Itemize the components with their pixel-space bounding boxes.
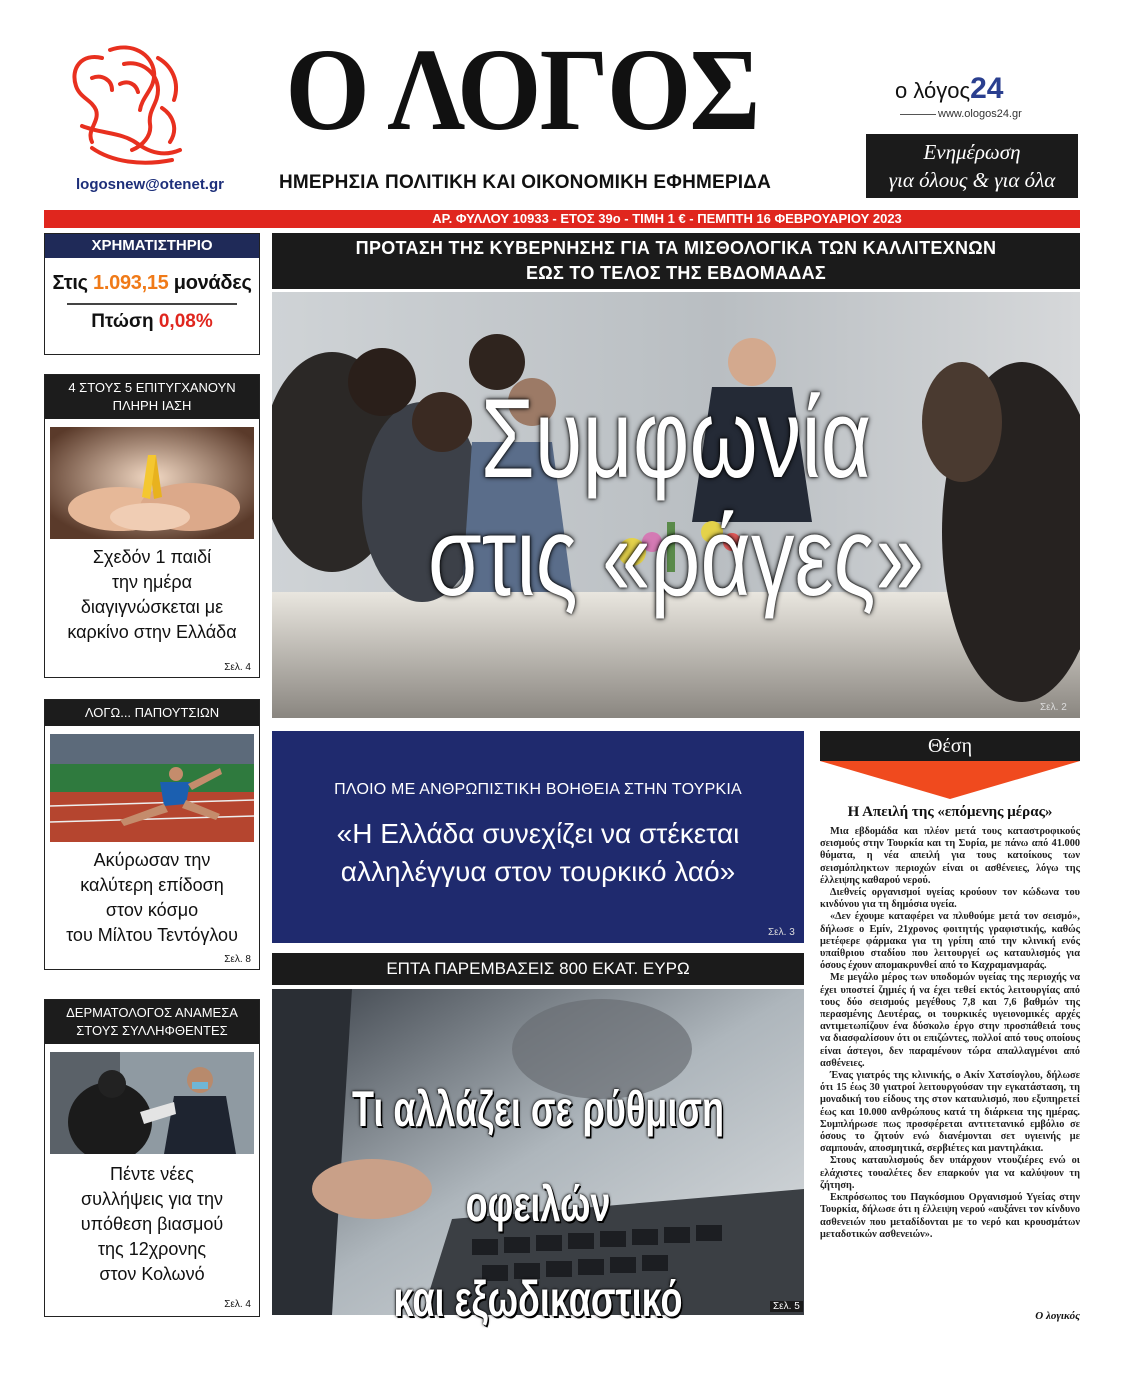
opinion-paragraph: Με μεγάλο μέρος των υποδομών υγείας της περιοχής να έχει υποστεί ζημιές ή να έχει τεθεί εκτός λειτουργίας από τους δύο σεισμούς μεγέθους 7,8 και 7,6 βαθμών της περασμένης Δευτέρας, οι τουρκικές υγειονομικές αρχές αντιμετωπίζουν ένα δύσκολο έργο στην προσπάθειά τους να διασφαλίσουν ότι οι επιζώντες, πολλοί από τους οποίους είναι άστεγοι, δεν παραμένουν τώρα απαλλαγμένοι από ασθένειες. [820, 972, 1080, 1069]
brand-promo-box [866, 134, 1078, 198]
opinion-paragraph: Εκπρόσωπος του Παγκόσμιου Οργανισμού Υγείας στην Τουρκία, δήλωσε ότι η έλλειψη νερού «αυξάνει τον κίνδυνο ασθενειών που μεταδίδονται με το νερό και κρουσμάτων μεταδοτικών ασθενειών». [820, 1192, 1080, 1240]
kicker-line-2: ΣΤΟΥΣ ΣΥΛΛΗΦΘΕΝΤΕΣ [76, 1023, 228, 1038]
stock-index-prefix: Στις [52, 272, 94, 294]
debt-page-reference: Σελ. 5 [770, 1301, 803, 1312]
arrest-photo-icon [50, 1052, 254, 1154]
story-child-cancer[interactable] [44, 374, 260, 678]
turkey-headline [272, 815, 804, 891]
headline-line: στον Κολωνό [99, 1264, 205, 1284]
debt-story-banner: ΕΠΤΑ ΠΑΡΕΜΒΑΣΕΙΣ 800 ΕΚΑΤ. ΕΥΡΩ [272, 953, 804, 985]
athlete-photo-icon [50, 734, 254, 842]
banner-line-1: ΠΡΟΤΑΣΗ ΤΗΣ ΚΥΒΕΡΝΗΣΗΣ ΓΙΑ ΤΑ ΜΙΣΘΟΛΟΓΙΚΑ ΤΩΝ ΚΑΛΛΙΤΕΧΝΩΝ [355, 238, 997, 258]
hands-ribbon-photo [50, 427, 254, 539]
kicker-line-1: ΔΕΡΜΑΤΟΛΟΓΟΣ ΑΝΑΜΕΣΑ [66, 1005, 238, 1020]
brand-url[interactable]: www.ologos24.gr [938, 108, 1022, 120]
story-kicker [45, 1000, 259, 1044]
stock-divider [67, 303, 237, 305]
turkey-headline-line-2: αλληλέγγυα στον τουρκικό λαό» [340, 856, 736, 887]
headline-line: καλύτερη επίδοση [80, 875, 224, 895]
headline-line: Σχεδόν 1 παιδί [92, 547, 212, 567]
stock-index-line [45, 272, 259, 295]
main-story-banner [272, 233, 1080, 289]
headline-line: Ακύρωσαν την [93, 850, 211, 870]
page-reference: Σελ. 4 [224, 662, 251, 673]
story-headline [45, 1162, 259, 1287]
newspaper-masthead: Ο ΛΟΓΟΣ [285, 24, 759, 155]
long-jump-photo [50, 734, 254, 842]
debt-headline-line-2: και εξωδικαστικό [393, 1271, 683, 1327]
stock-market-box [44, 233, 260, 355]
issue-info: ΑΡ. ΦΥΛΛΟΥ 10933 - ΕΤΟΣ 39ο - ΤΙΜΗ 1 € - ΠΕΜΠΤΗ 16 ΦΕΒΡΟΥΑΡΙΟΥ 2023 [432, 211, 902, 226]
debt-headline-line-1: Τι αλλάζει σε ρύθμιση οφειλών [352, 1081, 724, 1232]
headline-line: την ημέρα [111, 572, 193, 592]
issue-info-bar [44, 210, 1080, 228]
main-page-reference: Σελ. 2 [1040, 702, 1067, 713]
opinion-section-title: Θέση [820, 731, 1080, 761]
banner-line-2: ΕΩΣ ΤΟ ΤΕΛΟΣ ΤΗΣ ΕΒΔΟΜΑΔΑΣ [525, 263, 827, 283]
ologos24-brand[interactable] [895, 72, 1003, 106]
turkey-aid-story[interactable] [272, 731, 804, 943]
headline-line: διαγιγνώσκεται με [80, 597, 224, 617]
story-tentoglou[interactable] [44, 699, 260, 970]
debt-headline[interactable] [346, 1062, 729, 1347]
opinion-triangle-ornament [820, 761, 1080, 799]
opinion-paragraph: Ένας γιατρός της κλινικής, ο Ακίν Χατσίογλου, δήλωσε ότι 15 έως 30 γιατροί λειτουργούσαν την εγκατάσταση, τη μοναδική του είδους της στον καταυλισμό, που εξυπηρετεί έως και 10.000 ανθρώπους κατά τη διάρκεια της ημέρας. Συμπλήρωσε πως προσφέρεται αντιτετανικό εμβόλιο σε όσους το ζητούν ενώ διανέμονται σετ υγιεινής με σαμπουάν, αποσμητικά, σερβιέτες και μαντηλάκια. [820, 1070, 1080, 1155]
headline-line: στον κόσμο [105, 900, 199, 920]
stock-title: ΧΡΗΜΑΤΙΣΤΗΡΙΟ [45, 234, 259, 258]
arrest-photo [50, 1052, 254, 1154]
brand-divider [900, 114, 936, 115]
main-headline-line-2: στις «ράγες» [427, 494, 925, 619]
opinion-paragraph: Μια εβδομάδα και πλέον μετά τους καταστροφικούς σεισμούς στην Τουρκία και τη Συρία, με πάνω από 41.000 θύματα, η νέα απειλή για τους κατοίκους των σεισμόπληκτων περιοχών είναι οι ασθένειες, λόγω της έλλειψης καθαρού νερού. [820, 826, 1080, 886]
hands-photo-icon [50, 427, 254, 539]
stock-index-suffix: μονάδες [168, 272, 252, 294]
stock-change-line [45, 311, 259, 333]
opinion-paragraph: Διεθνείς οργανισμοί υγείας κρούουν τον κώδωνα του κινδύνου για τη δημόσια υγεία. [820, 887, 1080, 911]
headline-line: υπόθεση βιασμού [80, 1214, 224, 1234]
stock-index-value: 1.093,15 [93, 272, 169, 294]
headline-line: της 12χρονης [97, 1239, 207, 1259]
story-headline [45, 545, 259, 645]
story-kolonos-arrests[interactable] [44, 999, 260, 1317]
headline-line: Πέντε νέες [110, 1164, 194, 1184]
promo-line-1: Ενημέρωση [923, 140, 1021, 164]
newspaper-subtitle: ΗΜΕΡΗΣΙΑ ΠΟΛΙΤΙΚΗ ΚΑΙ ΟΙΚΟΝΟΜΙΚΗ ΕΦΗΜΕΡΙΔΑ [278, 172, 772, 193]
promo-line-2: για όλους & για όλα [888, 168, 1056, 192]
stock-change-prefix: Πτώση [91, 311, 159, 332]
page-reference: Σελ. 8 [224, 954, 251, 965]
stock-change-value: 0,08% [158, 311, 213, 332]
kicker-line-1: 4 ΣΤΟΥΣ 5 ΕΠΙΤΥΓΧΑΝΟΥΝ [68, 380, 236, 395]
main-headline-line-1: Συμφωνία [480, 376, 872, 501]
main-headline[interactable] [361, 376, 991, 619]
opinion-paragraph: «Δεν έχουμε καταφέρει να πλυθούμε μετά τον σεισμό», δήλωσε ο Εμίν, 21χρονος φοιτητής γραφιστικής, καθώς μετέφερε φάρμακα για τη γρίπη από την κλινική ενός υπαίθριου σταδίου που λειτουργεί ως καταυλισμός για όσους έχουν απομακρυνθεί από το Καχραμανμαράς. [820, 911, 1080, 972]
contact-email[interactable]: logosnew@otenet.gr [76, 176, 224, 193]
headline-line: συλλήψεις για την [80, 1189, 224, 1209]
three-faces-logo-icon [62, 38, 190, 173]
story-headline [45, 848, 259, 948]
kicker-line-2: ΠΛΗΡΗ ΙΑΣΗ [112, 398, 192, 413]
brand-number: 24 [970, 72, 1004, 105]
opinion-signature: Ο λογικός [1035, 1310, 1080, 1322]
opinion-title[interactable]: Η Απειλή της «επόμενης μέρας» [847, 804, 1053, 820]
opinion-paragraph: Στους καταυλισμούς δεν υπάρχουν ντουζιέρες ενώ οι ελάχιστες τουαλέτες δεν επαρκούν για να καλύψουν τη ζήτηση. [820, 1155, 1080, 1191]
turkey-page-reference: Σελ. 3 [768, 927, 795, 938]
story-kicker [45, 375, 259, 419]
newspaper-logo-art [62, 38, 190, 173]
story-kicker [45, 700, 259, 726]
opinion-body [820, 826, 1080, 1241]
page-reference: Σελ. 4 [224, 1299, 251, 1310]
headline-line: καρκίνο στην Ελλάδα [67, 622, 237, 642]
turkey-headline-line-1: «Η Ελλάδα συνεχίζει να στέκεται [336, 818, 740, 849]
turkey-kicker: ΠΛΟΙΟ ΜΕ ΑΝΘΡΩΠΙΣΤΙΚΗ ΒΟΗΘΕΙΑ ΣΤΗΝ ΤΟΥΡΚΙΑ [334, 781, 742, 798]
headline-line: του Μίλτου Τεντόγλου [66, 925, 238, 945]
kicker-line-1: ΛΟΓΩ... ΠΑΠΟΥΤΣΙΩΝ [84, 705, 220, 720]
brand-text: ο λόγος [895, 78, 971, 103]
